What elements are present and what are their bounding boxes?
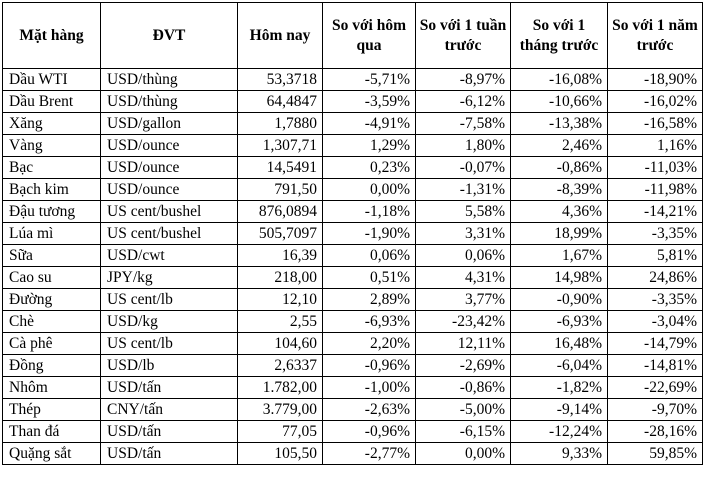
unit: USD/cwt bbox=[101, 245, 238, 267]
change-week: 0,00% bbox=[416, 443, 511, 465]
change-week: -6,15% bbox=[416, 421, 511, 443]
table-row bbox=[3, 377, 703, 399]
change-day: 2,20% bbox=[323, 333, 416, 355]
change-week: -0,07% bbox=[416, 157, 511, 179]
change-week: 4,31% bbox=[416, 267, 511, 289]
price-today: 12,10 bbox=[238, 289, 323, 311]
change-day: -3,59% bbox=[323, 91, 416, 113]
header-row bbox=[3, 3, 703, 69]
change-day: -2,77% bbox=[323, 443, 416, 465]
unit: US cent/bushel bbox=[101, 201, 238, 223]
unit: USD/tấn bbox=[101, 377, 238, 399]
change-week: -5,00% bbox=[416, 399, 511, 421]
change-week: 3,31% bbox=[416, 223, 511, 245]
change-month: -13,38% bbox=[511, 113, 608, 135]
price-today: 876,0894 bbox=[238, 201, 323, 223]
table-row bbox=[3, 399, 703, 421]
commodity-name: Lúa mì bbox=[3, 223, 101, 245]
price-today: 2,55 bbox=[238, 311, 323, 333]
commodity-name: Nhôm bbox=[3, 377, 101, 399]
commodity-name: Dầu WTI bbox=[3, 69, 101, 91]
commodity-name: Vàng bbox=[3, 135, 101, 157]
commodity-name: Bạc bbox=[3, 157, 101, 179]
change-day: -4,91% bbox=[323, 113, 416, 135]
change-year: -9,70% bbox=[608, 399, 703, 421]
change-day: -0,96% bbox=[323, 421, 416, 443]
unit: CNY/tấn bbox=[101, 399, 238, 421]
price-today: 1.782,00 bbox=[238, 377, 323, 399]
change-week: -2,69% bbox=[416, 355, 511, 377]
unit: USD/kg bbox=[101, 311, 238, 333]
change-week: -7,58% bbox=[416, 113, 511, 135]
change-month: 14,98% bbox=[511, 267, 608, 289]
change-week: -8,97% bbox=[416, 69, 511, 91]
price-today: 1,7880 bbox=[238, 113, 323, 135]
price-today: 53,3718 bbox=[238, 69, 323, 91]
header-today: Hôm nay bbox=[238, 3, 323, 69]
change-day: 0,51% bbox=[323, 267, 416, 289]
change-day: -2,63% bbox=[323, 399, 416, 421]
table-row bbox=[3, 135, 703, 157]
commodity-name: Than đá bbox=[3, 421, 101, 443]
table-row bbox=[3, 421, 703, 443]
table-row bbox=[3, 201, 703, 223]
change-day: 0,00% bbox=[323, 179, 416, 201]
change-month: -0,90% bbox=[511, 289, 608, 311]
change-day: -1,18% bbox=[323, 201, 416, 223]
header-vs-year: So với 1 năm trước bbox=[608, 3, 703, 69]
price-today: 77,05 bbox=[238, 421, 323, 443]
change-week: 5,58% bbox=[416, 201, 511, 223]
price-today: 1,307,71 bbox=[238, 135, 323, 157]
unit: USD/ounce bbox=[101, 179, 238, 201]
table-row bbox=[3, 443, 703, 465]
change-year: -16,58% bbox=[608, 113, 703, 135]
commodity-name: Sữa bbox=[3, 245, 101, 267]
unit: USD/tấn bbox=[101, 443, 238, 465]
table-row bbox=[3, 113, 703, 135]
change-day: -5,71% bbox=[323, 69, 416, 91]
change-month: -16,08% bbox=[511, 69, 608, 91]
table-row bbox=[3, 289, 703, 311]
change-month: -8,39% bbox=[511, 179, 608, 201]
commodity-name: Quặng sắt bbox=[3, 443, 101, 465]
unit: USD/ounce bbox=[101, 135, 238, 157]
change-year: -28,16% bbox=[608, 421, 703, 443]
change-week: -6,12% bbox=[416, 91, 511, 113]
unit: USD/gallon bbox=[101, 113, 238, 135]
change-day: -6,93% bbox=[323, 311, 416, 333]
unit: USD/lb bbox=[101, 355, 238, 377]
change-month: -12,24% bbox=[511, 421, 608, 443]
header-vs-week: So với 1 tuần trước bbox=[416, 3, 511, 69]
commodity-name: Cà phê bbox=[3, 333, 101, 355]
change-month: -6,93% bbox=[511, 311, 608, 333]
change-week: 3,77% bbox=[416, 289, 511, 311]
change-year: -11,98% bbox=[608, 179, 703, 201]
change-day: -1,00% bbox=[323, 377, 416, 399]
change-month: 16,48% bbox=[511, 333, 608, 355]
change-day: 2,89% bbox=[323, 289, 416, 311]
table-row bbox=[3, 333, 703, 355]
change-month: -1,82% bbox=[511, 377, 608, 399]
unit: USD/tấn bbox=[101, 421, 238, 443]
change-day: 1,29% bbox=[323, 135, 416, 157]
commodity-name: Đồng bbox=[3, 355, 101, 377]
header-commodity: Mặt hàng bbox=[3, 3, 101, 69]
change-year: -3,35% bbox=[608, 223, 703, 245]
change-month: 9,33% bbox=[511, 443, 608, 465]
price-today: 2,6337 bbox=[238, 355, 323, 377]
commodity-price-table bbox=[2, 2, 703, 465]
change-week: 1,80% bbox=[416, 135, 511, 157]
change-year: -16,02% bbox=[608, 91, 703, 113]
change-year: -14,21% bbox=[608, 201, 703, 223]
change-week: 12,11% bbox=[416, 333, 511, 355]
change-year: 5,81% bbox=[608, 245, 703, 267]
price-today: 16,39 bbox=[238, 245, 323, 267]
change-week: -0,86% bbox=[416, 377, 511, 399]
unit: JPY/kg bbox=[101, 267, 238, 289]
change-day: 0,23% bbox=[323, 157, 416, 179]
change-month: -9,14% bbox=[511, 399, 608, 421]
price-today: 64,4847 bbox=[238, 91, 323, 113]
change-month: -6,04% bbox=[511, 355, 608, 377]
commodity-name: Bạch kim bbox=[3, 179, 101, 201]
table-row bbox=[3, 91, 703, 113]
price-today: 104,60 bbox=[238, 333, 323, 355]
price-today: 3.779,00 bbox=[238, 399, 323, 421]
change-month: 18,99% bbox=[511, 223, 608, 245]
unit: US cent/bushel bbox=[101, 223, 238, 245]
header-vs-yesterday: So với hôm qua bbox=[323, 3, 416, 69]
unit: USD/thùng bbox=[101, 91, 238, 113]
header-vs-month: So với 1 tháng trước bbox=[511, 3, 608, 69]
commodity-name: Cao su bbox=[3, 267, 101, 289]
table-row bbox=[3, 179, 703, 201]
change-year: -18,90% bbox=[608, 69, 703, 91]
table-row bbox=[3, 355, 703, 377]
table-row bbox=[3, 69, 703, 91]
change-year: 24,86% bbox=[608, 267, 703, 289]
commodity-name: Đường bbox=[3, 289, 101, 311]
change-week: -1,31% bbox=[416, 179, 511, 201]
commodity-name: Dầu Brent bbox=[3, 91, 101, 113]
change-month: 2,46% bbox=[511, 135, 608, 157]
change-day: 0,06% bbox=[323, 245, 416, 267]
commodity-name: Chè bbox=[3, 311, 101, 333]
header-unit: ĐVT bbox=[101, 3, 238, 69]
table-row bbox=[3, 157, 703, 179]
commodity-name: Đậu tương bbox=[3, 201, 101, 223]
table-row bbox=[3, 267, 703, 289]
price-today: 14,5491 bbox=[238, 157, 323, 179]
change-year: 1,16% bbox=[608, 135, 703, 157]
table-row bbox=[3, 223, 703, 245]
change-year: -3,04% bbox=[608, 311, 703, 333]
price-today: 105,50 bbox=[238, 443, 323, 465]
table-row bbox=[3, 311, 703, 333]
change-day: -0,96% bbox=[323, 355, 416, 377]
change-year: -11,03% bbox=[608, 157, 703, 179]
price-today: 218,00 bbox=[238, 267, 323, 289]
change-month: -0,86% bbox=[511, 157, 608, 179]
change-year: -3,35% bbox=[608, 289, 703, 311]
change-week: 0,06% bbox=[416, 245, 511, 267]
change-month: 4,36% bbox=[511, 201, 608, 223]
change-day: -1,90% bbox=[323, 223, 416, 245]
change-year: -14,79% bbox=[608, 333, 703, 355]
price-today: 505,7097 bbox=[238, 223, 323, 245]
commodity-name: Xăng bbox=[3, 113, 101, 135]
price-today: 791,50 bbox=[238, 179, 323, 201]
commodity-name: Thép bbox=[3, 399, 101, 421]
change-year: -22,69% bbox=[608, 377, 703, 399]
table-row bbox=[3, 245, 703, 267]
unit: USD/ounce bbox=[101, 157, 238, 179]
change-year: 59,85% bbox=[608, 443, 703, 465]
change-week: -23,42% bbox=[416, 311, 511, 333]
unit: US cent/lb bbox=[101, 289, 238, 311]
change-year: -14,81% bbox=[608, 355, 703, 377]
change-month: 1,67% bbox=[511, 245, 608, 267]
unit: US cent/lb bbox=[101, 333, 238, 355]
unit: USD/thùng bbox=[101, 69, 238, 91]
change-month: -10,66% bbox=[511, 91, 608, 113]
